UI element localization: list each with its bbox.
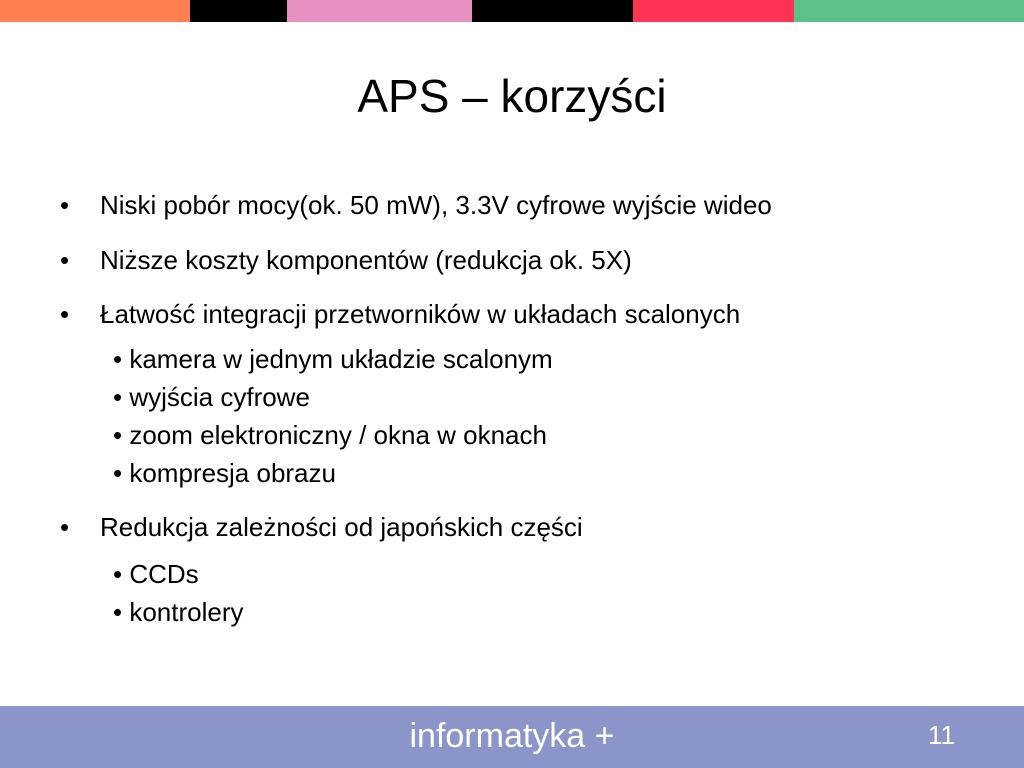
page-number: 11 (928, 720, 955, 750)
top-color-bar (0, 0, 1024, 22)
color-bar-segment (0, 0, 190, 22)
bullet-marker: • (60, 299, 70, 329)
color-bar-segment (633, 0, 794, 22)
bullet-item (60, 188, 772, 222)
color-bar-segment (472, 0, 633, 22)
sub-bullet-item: • kompresja obrazu (113, 458, 336, 488)
sub-bullet-item: • kamera w jednym układzie scalonym (113, 344, 553, 374)
color-bar-segment (190, 0, 287, 22)
bullet-marker: • (60, 512, 70, 542)
sub-bullet-item: • wyjścia cyfrowe (113, 382, 310, 412)
bullet-item (60, 297, 740, 331)
color-bar-segment (794, 0, 1024, 22)
bullet-text: Niższe koszty komponentów (redukcja ok. 5X) (100, 245, 632, 275)
color-bar-segment (287, 0, 472, 22)
sub-bullet-item: • zoom elektroniczny / okna w oknach (113, 420, 547, 450)
sub-bullet-item: • kontrolery (113, 597, 244, 627)
bullet-marker: • (60, 190, 70, 220)
bullet-item (60, 243, 632, 277)
footer-brand: informatyka + (409, 717, 615, 755)
bullet-marker: • (60, 245, 70, 275)
bullet-text: Redukcja zależności od japońskich części (100, 512, 583, 542)
sub-bullet-item: • CCDs (113, 559, 199, 589)
bullet-text: Niski pobór mocy(ok. 50 mW), 3.3V cyfrowe wyjście wideo (100, 190, 772, 220)
bullet-text: Łatwość integracji przetworników w układach scalonych (100, 299, 741, 329)
bullet-item (60, 510, 583, 544)
slide-title: APS – korzyści (357, 70, 667, 122)
footer-bar (0, 706, 1024, 768)
